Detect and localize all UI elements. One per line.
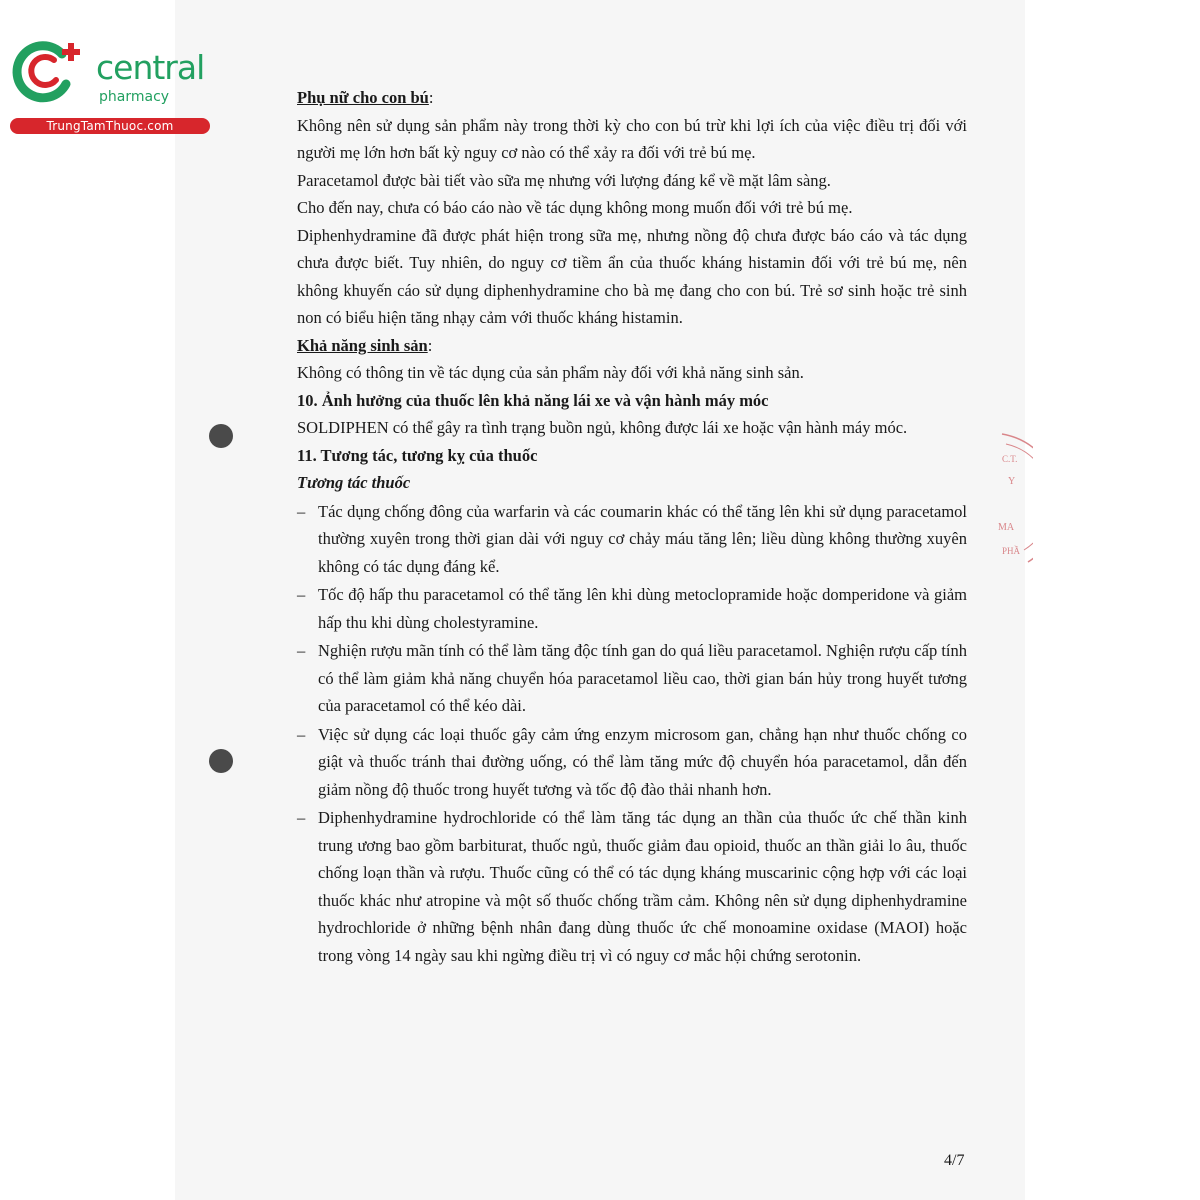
list-item [297, 498, 967, 581]
drug-interactions-subheading: Tương tác thuốc [297, 473, 411, 492]
list-item [297, 804, 967, 969]
stamp-text-3: MA [998, 522, 1015, 533]
page-number: 4/7 [944, 1152, 965, 1169]
dash-bullet: – [297, 641, 306, 660]
breastfeeding-paragraph-4: Diphenhydramine đã được phát hiện trong sữa mẹ, nhưng nồng độ chưa được báo cáo và tác dụng chưa được biết. Tuy nhiên, do nguy cơ tiềm ẩn của thuốc kháng histamin đối với trẻ bú mẹ, nên không khuyến cáo sử dụng diphenhydramine cho bà mẹ đang cho con bú. Trẻ sơ sinh hoặc trẻ sinh non có biểu hiện tăng nhạy cảm với thuốc kháng histamin. [297, 225, 967, 327]
logo-website-badge: TrungTamThuoc.com [10, 118, 210, 134]
stamp-text-1: C.T. [1002, 454, 1018, 464]
fertility-paragraph: Không có thông tin về tác dụng của sản phẩm này đối với khả năng sinh sản. [297, 363, 804, 382]
list-item-text: Diphenhydramine hydrochloride có thể làm tăng tác dụng an thần của thuốc ức chế thần kinh trung ương bao gồm barbiturat, thuốc ngủ, thuốc giảm đau opioid, thuốc an thần giải lo âu, thuốc chống loạn thần và rượu. Thuốc cũng có thể có tác dụng kháng muscarinic cộng hợp với các loại thuốc khác như atropine và một số thuốc chống trầm cảm. Không nên sử dụng diphenhydramine hydrochloride ở những bệnh nhân đang dùng thuốc ức chế monoamine oxidase (MAOI) hoặc trong vòng 14 ngày sau khi ngừng điều trị vì có nguy cơ mắc hội chứng serotonin. [318, 808, 967, 965]
list-item-text: Tác dụng chống đông của warfarin và các coumarin khác có thể tăng lên khi sử dụng paracetamol thường xuyên trong thời gian dài với nguy cơ chảy máu tăng lên; liều dùng không thường xuyên không có tác dụng đáng kể. [318, 501, 967, 576]
section-10-paragraph: SOLDIPHEN có thể gây ra tình trạng buồn ngủ, không được lái xe hoặc vận hành máy móc. [297, 418, 908, 437]
dash-bullet: – [297, 501, 306, 521]
list-item-text: Tốc độ hấp thu paracetamol có thể tăng lên khi dùng metoclopramide hoặc domperidone và giảm hấp thu khi dùng cholestyramine. [318, 585, 967, 632]
list-item [297, 581, 967, 636]
fertility-title: Khả năng sinh sản [297, 335, 428, 355]
breastfeeding-title: Phụ nữ cho con bú [297, 88, 429, 107]
stamp-text-4: PHẦ [1002, 546, 1021, 556]
binder-hole-bottom [209, 749, 233, 773]
interaction-list [297, 498, 967, 970]
binder-hole-top [209, 424, 233, 448]
list-item-text: Việc sử dụng các loại thuốc gây cảm ứng enzym microsom gan, chẳng hạn như thuốc chống co giật và thuốc tránh thai đường uống, có thể làm tăng mức độ chuyển hóa paracetamol, dẫn đến giảm nồng độ thuốc trong huyết tương và tốc độ đào thải nhanh hơn. [318, 724, 967, 799]
breastfeeding-paragraph-3: Cho đến nay, chưa có báo cáo nào về tác dụng không mong muốn đối với trẻ bú mẹ. [297, 198, 853, 217]
central-pharmacy-logo [10, 38, 215, 138]
fertility-heading [297, 332, 967, 360]
dash-bullet: – [297, 808, 306, 827]
pharmacy-cross-logo-icon [10, 38, 92, 106]
breastfeeding-colon: : [428, 88, 434, 107]
fertility-colon: : [427, 335, 433, 355]
breastfeeding-paragraph-2: Paracetamol được bài tiết vào sữa mẹ nhưng với lượng đáng kể về mặt lâm sàng. [297, 170, 831, 190]
logo-brand-subtitle: pharmacy [99, 89, 170, 105]
section-10-heading: 10. Ảnh hưởng của thuốc lên khả năng lái xe và vận hành máy móc [297, 390, 769, 410]
dash-bullet: – [297, 585, 306, 604]
list-item-text: Nghiện rượu mãn tính có thể làm tăng độc tính gan do quá liều paracetamol. Nghiện rượu cấp tính có thể làm giảm khả năng chuyển hóa paracetamol liều cao, thời gian bán hủy trong huyết tương của paracetamol có thể kéo dài. [318, 641, 967, 715]
logo-brand-name: central [96, 48, 205, 87]
stamp-text-2: Y [1008, 476, 1016, 487]
list-item [297, 721, 967, 804]
breastfeeding-heading [297, 84, 967, 112]
section-11-heading: 11. Tương tác, tương kỵ của thuốc [297, 445, 538, 465]
document-body [297, 84, 967, 970]
list-item [297, 637, 967, 720]
red-stamp-fragment [988, 432, 1033, 572]
dash-bullet: – [297, 724, 306, 744]
breastfeeding-paragraph-1: Không nên sử dụng sản phẩm này trong thời kỳ cho con bú trừ khi lợi ích của việc điều trị đối với người mẹ lớn hơn bất kỳ nguy cơ nào có thể xảy ra đối với trẻ bú mẹ. [297, 115, 967, 162]
